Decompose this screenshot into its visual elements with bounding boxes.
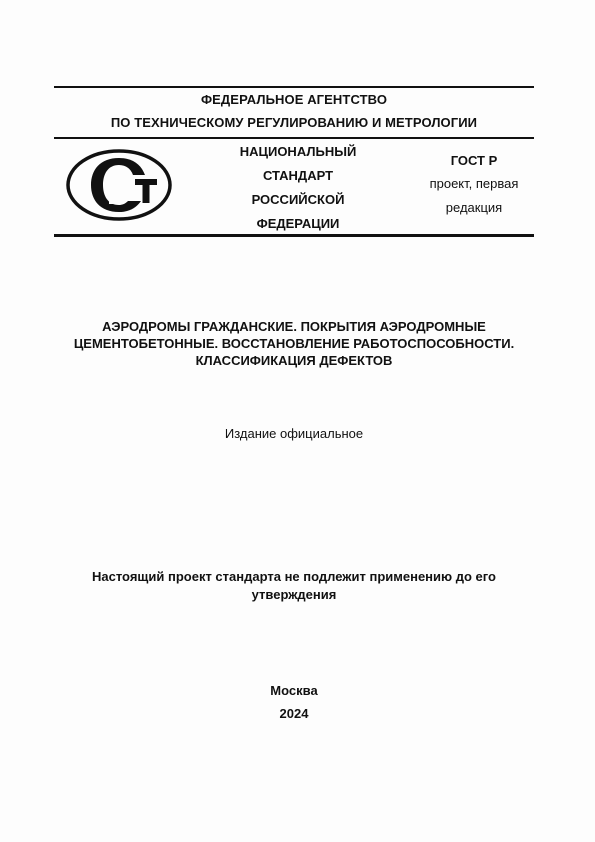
draft-status-line-1: проект, первая bbox=[429, 176, 519, 191]
document-title bbox=[54, 318, 534, 369]
draft-status-line-2: редакция bbox=[445, 200, 503, 215]
document-title-line: АЭРОДРОМЫ ГРАЖДАНСКИЕ. ПОКРЫТИЯ АЭРОДРОМНЫЕ bbox=[102, 319, 486, 334]
publication-year: 2024 bbox=[279, 706, 309, 721]
standard-type-line: СТАНДАРТ bbox=[262, 168, 334, 183]
publication-city: Москва bbox=[270, 683, 318, 698]
header-middle-rule bbox=[54, 137, 534, 139]
standard-type-line: НАЦИОНАЛЬНЫЙ bbox=[239, 144, 357, 159]
document-title-line: ЦЕМЕНТОБЕТОННЫЕ. ВОССТАНОВЛЕНИЕ РАБОТОСПОСОБНОСТИ. bbox=[73, 336, 515, 351]
draft-notice: Настоящий проект стандарта не подлежит применению до его утверждения bbox=[92, 569, 496, 602]
gost-code: ГОСТ Р bbox=[450, 153, 498, 168]
agency-name-line-1: ФЕДЕРАЛЬНОЕ АГЕНТСТВО bbox=[200, 92, 388, 107]
document-title-line: КЛАССИФИКАЦИЯ ДЕФЕКТОВ bbox=[195, 353, 393, 368]
rst-certification-logo-icon bbox=[66, 148, 172, 222]
standard-type-block bbox=[224, 140, 372, 236]
agency-name-line-2: ПО ТЕХНИЧЕСКОМУ РЕГУЛИРОВАНИЮ И МЕТРОЛОГИИ bbox=[110, 115, 478, 130]
edition-label: Издание официальное bbox=[224, 426, 364, 441]
gost-designation-block bbox=[414, 150, 534, 220]
standard-type-line: ФЕДЕРАЦИИ bbox=[256, 216, 340, 231]
header-top-rule bbox=[54, 86, 534, 88]
header-bottom-rule bbox=[54, 234, 534, 237]
standard-type-line: РОССИЙСКОЙ bbox=[251, 192, 345, 207]
